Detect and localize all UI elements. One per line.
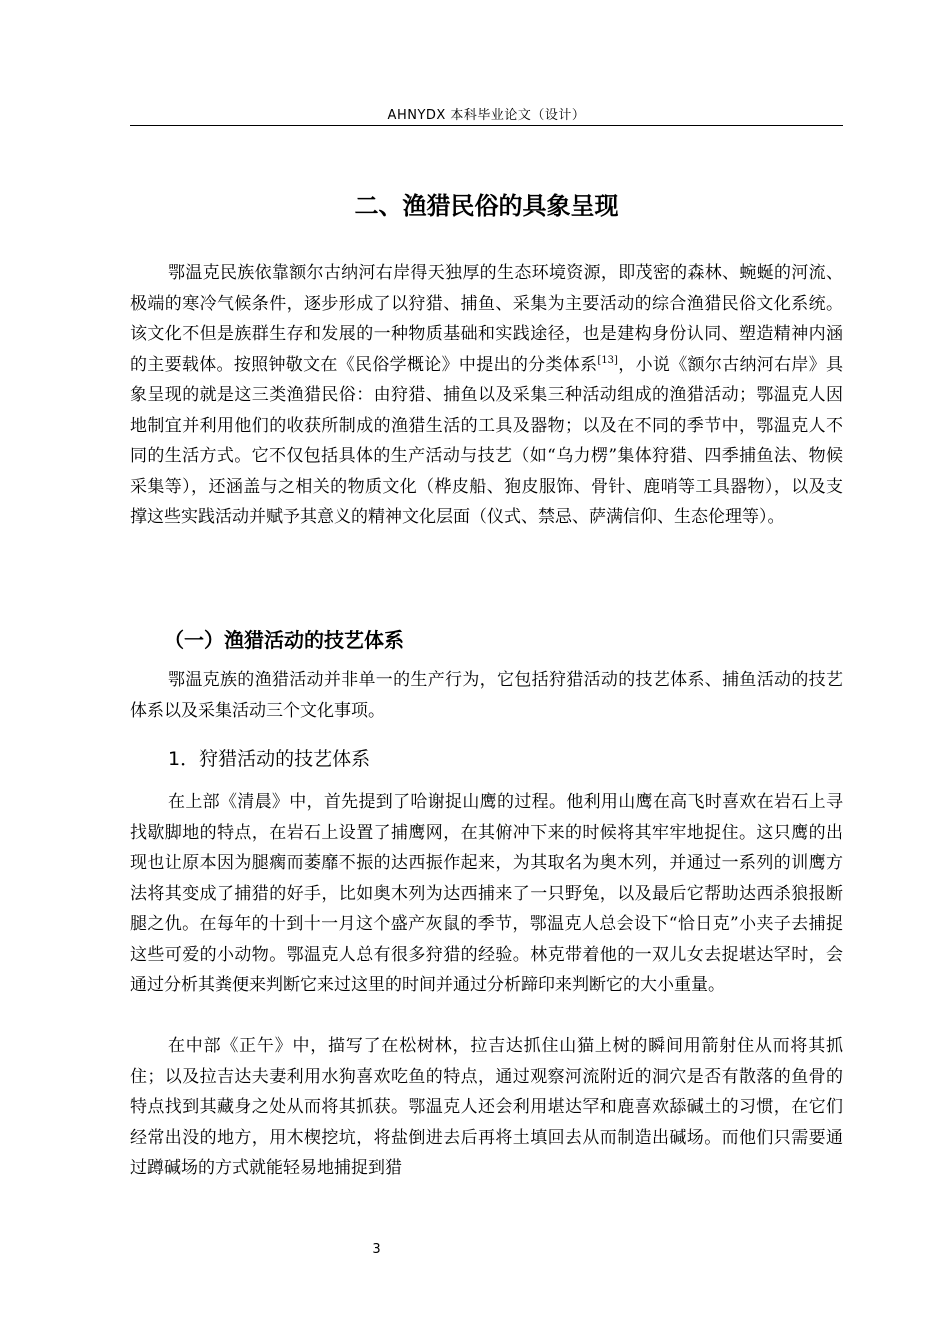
section-paragraph: 鄂温克族的渔猎活动并非单一的生产行为，它包括狩猎活动的技艺体系、捕鱼活动的技艺体系以及采集活动三个文化事项。 [130, 670, 843, 721]
body-paragraph-1: 在上部《清晨》中，首先提到了哈谢捉山鹰的过程。他利用山鹰在高飞时喜欢在岩石上寻找歇脚地的特点，在岩石上设置了捕鹰网，在其俯冲下来的时候将其牢牢地捉住。这只鹰的出现也让原本因为腿瘸而萎靡不振的达西振作起来，为其取名为奥木列，并通过一系列的训鹰方法将其变成了捕猎的好手，比如奥木列为达西捕来了一只野兔，以及最后它帮助达西杀狼报断腿之仇。在每年的十到十一月这个盛产灰鼠的季节，鄂温克人总会设下“恰日克”小夹子去捕捉这些可爱的小动物。鄂温克人总有很多狩猎的经验。林克带着他的一双儿女去捉堪达罕时，会通过分析其粪便来判断它来过这里的时间并通过分析蹄印来判断它的大小重量。 [130, 792, 843, 995]
running-header: AHNYDX 本科毕业论文（设计） [387, 108, 586, 123]
citation-marker: [13] [597, 354, 618, 366]
page-number: 3 [372, 1242, 381, 1257]
subsection-heading: 1．狩猎活动的技艺体系 [168, 748, 371, 770]
intro-text-part2: ，小说《额尔古纳河右岸》具象呈现的就是这三类渔猎民俗：由狩猎、捕鱼以及采集三种活动组成的渔猎活动；鄂温克人因地制宜并利用他们的收获所制成的渔猎生活的工具及器物；以及在不同的季节中，鄂温克人不同的生活方式。它不仅包括具体的生产活动与技艺（如“乌力楞”集体狩猎、四季捕鱼法、物候采集等），还涵盖与之相关的物质文化（桦皮船、狍皮服饰、骨针、鹿哨等工具器物），以及支撑这些实践活动并赋予其意义的精神文化层面（仪式、禁忌、萨满信仰、生态伦理等）。 [130, 354, 844, 527]
intro-text-part1: 鄂温克民族依靠额尔古纳河右岸得天独厚的生态环境资源，即茂密的森林、蜿蜒的河流、极端的寒冷气候条件，逐步形成了以狩猎、捕鱼、采集为主要活动的综合渔猎民俗文化系统。该文化不但是族群生存和发展的一种物质基础和实践途径，也是建构身份认同、塑造精神内涵的主要载体。按照钟敬文在《民俗学概论》中提出的分类体系 [130, 263, 843, 375]
body-paragraph-2: 在中部《正午》中，描写了在松树林，拉吉达抓住山猫上树的瞬间用箭射住从而将其抓住；以及拉吉达夫妻利用水狗喜欢吃鱼的特点，通过观察河流附近的洞穴是否有散落的鱼骨的特点找到其藏身之处从而将其抓获。鄂温克人还会利用堪达罕和鹿喜欢舔碱土的习惯，在它们经常出没的地方，用木楔挖坑，将盐倒进去后再将土填回去从而制造出碱场。而他们只需要通过蹲碱场的方式就能轻易地捕捉到猎 [130, 1036, 843, 1178]
section-heading: （一）渔猎活动的技艺体系 [164, 628, 404, 652]
header-divider [130, 125, 843, 126]
chapter-title: 二、渔猎民俗的具象呈现 [354, 192, 619, 220]
intro-paragraph [130, 258, 843, 533]
